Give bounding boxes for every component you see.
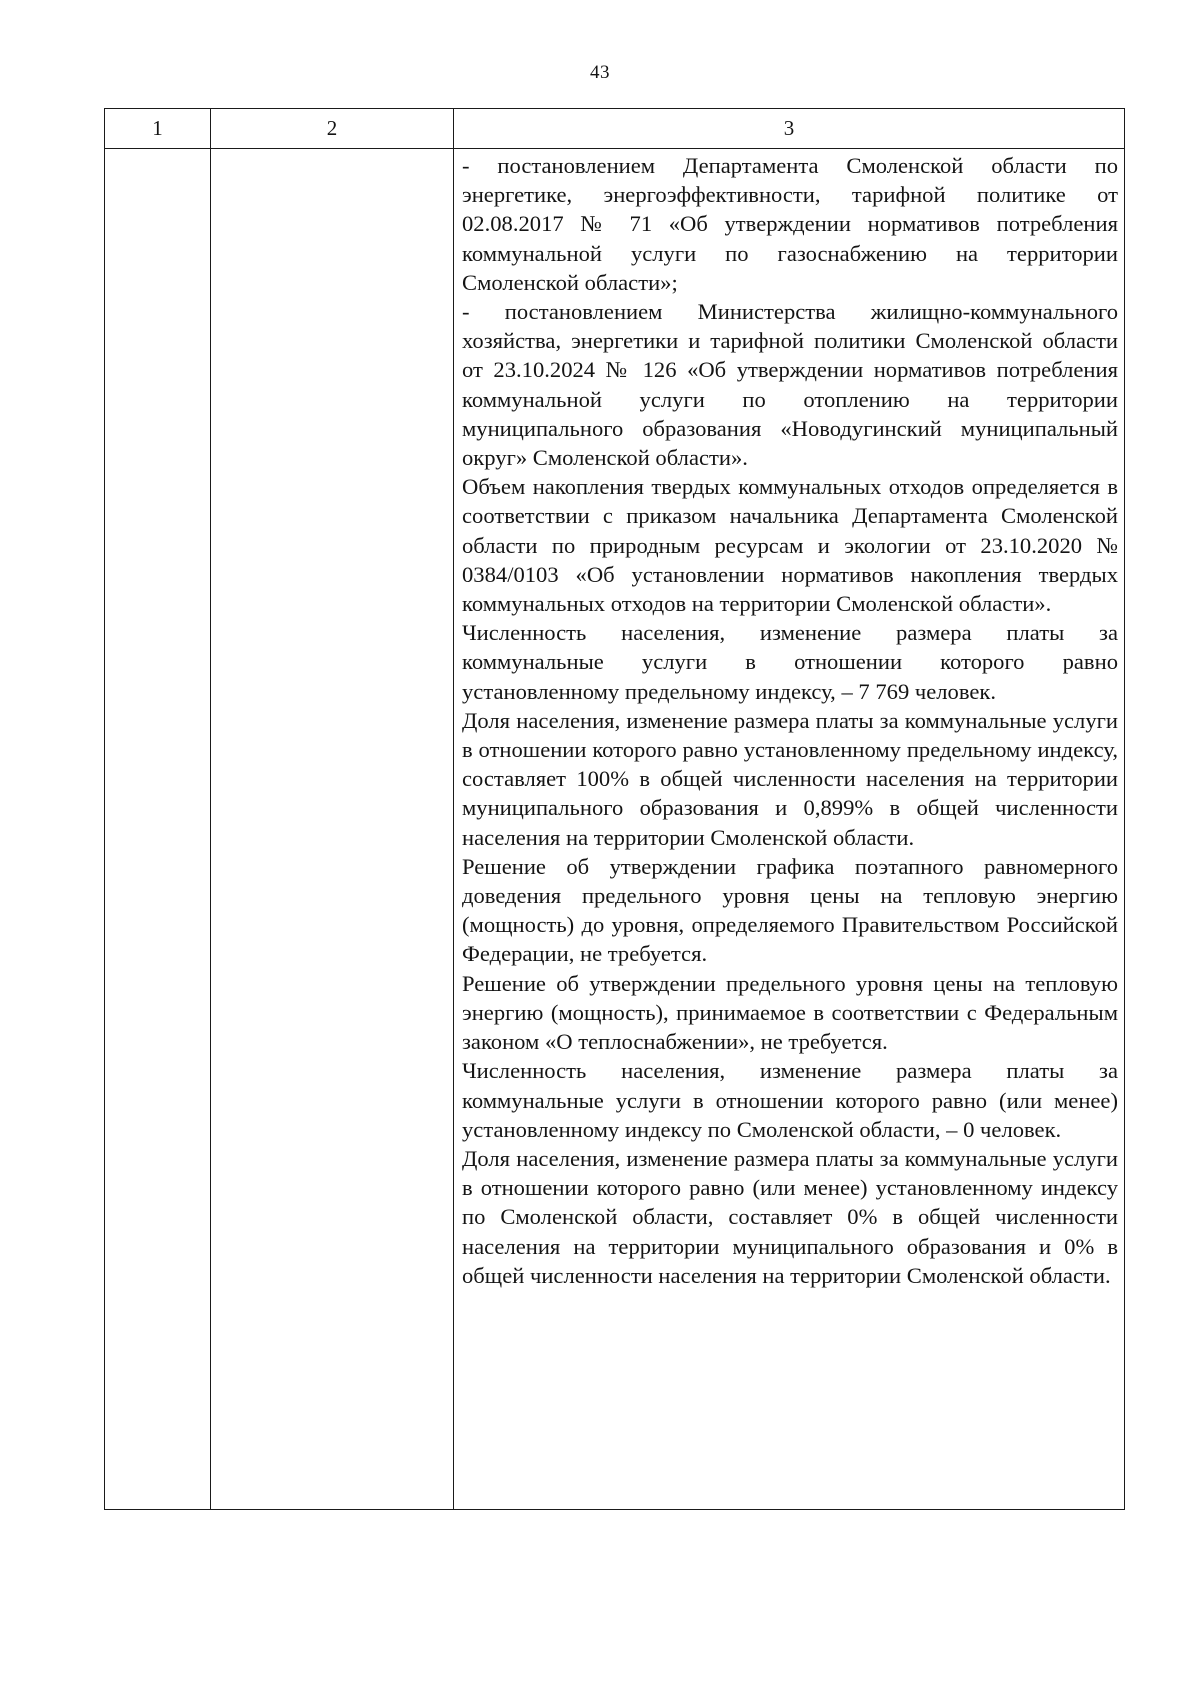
column-header-1: 1: [105, 109, 211, 149]
column-header-3: 3: [454, 109, 1125, 149]
paragraph-population-count-equal-index: Численность населения, изменение размера платы за коммунальные услуги в отношении которого равно установленному предельному индексу, – 7 769 человек.: [462, 620, 1118, 704]
paragraph-population-count-regional-index: Численность населения, изменение размера платы за коммунальные услуги в отношении которого равно (или менее) установленному индексу по Смоленской области, – 0 человек.: [462, 1058, 1118, 1142]
paragraph-heat-price-limit-decision: Решение об утверждении предельного уровня цены на тепловую энергию (мощность), принимаемое в соответствии с Федеральным законом «О теплоснабжении», не требуется.: [462, 970, 1118, 1055]
column-header-2: 2: [211, 109, 454, 149]
paragraph-gas-normatives-resolution: - постановлением Департамента Смоленской области по энергетике, энергоэффективности, тарифной политике от 02.08.2017 № 71 «Об утверждении нормативов потребления коммунальной услуги по газоснабжению на территории Смоленской области»;: [462, 153, 1118, 295]
table-header-row: [105, 109, 1125, 149]
document-table: [104, 108, 1125, 1510]
paragraph-heat-price-schedule-decision: Решение об утверждении графика поэтапного равномерного доведения предельного уровня цены на тепловую энергию (мощность) до уровня, определяемого Правительством Российской Федерации, не требуется.: [462, 853, 1118, 967]
page-number: 43: [590, 62, 610, 83]
paragraph-population-share-regional-index: Доля населения, изменение размера платы за коммунальные услуги в отношении которого равно (или менее) установленному индексу по Смоленской области, составляет 0% в общей численности населения на территории муниципального образования и 0% в общей численности населения на территории Смоленской области.: [462, 1145, 1118, 1288]
column-2-cell: [211, 149, 454, 1510]
column-1-cell: [105, 149, 211, 1510]
table-row: [105, 149, 1125, 1510]
paragraph-solid-waste-volume: Объем накопления твердых коммунальных отходов определяется в соответствии с приказом начальника Департамента Смоленской области по природным ресурсам и экологии от 23.10.2020 № 0384/0103 «Об установлении нормативов накопления твердых коммунальных отходов на территории Смоленской области».: [462, 474, 1118, 617]
paragraph-population-share-equal-index: Доля населения, изменение размера платы за коммунальные услуги в отношении которого равно установленному предельному индексу, составляет 100% в общей численности населения на территории муниципального образования и 0,899% в общей численности населения на территории Смоленской области.: [462, 707, 1118, 850]
paragraph-heating-normatives-resolution: - постановлением Министерства жилищно-коммунального хозяйства, энергетики и тарифной политики Смоленской области от 23.10.2024 № 126 «Об утверждении нормативов потребления коммунальной услуги по отоплению на территории муниципального образования «Новодугинский муниципальный округ» Смоленской области».: [462, 299, 1118, 471]
column-3-cell: [454, 149, 1125, 1510]
